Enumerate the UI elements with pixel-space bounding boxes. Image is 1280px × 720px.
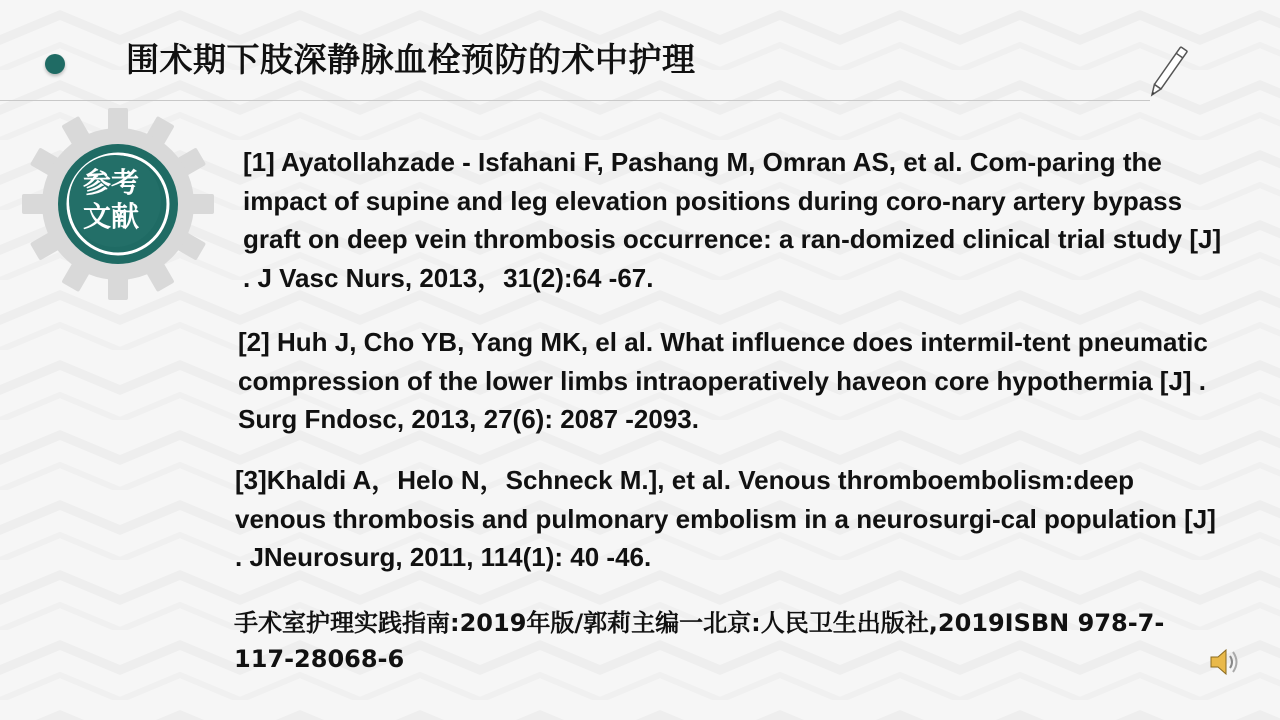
badge-line-2: 文献	[82, 200, 139, 233]
pen-icon	[1148, 42, 1188, 102]
page-title: 围术期下肢深静脉血栓预防的术中护理	[126, 40, 696, 79]
reference-2: [2] Huh J, Cho YB, Yang MK, el al. What influence does intermil-tent pneumatic compression of the lower limbs intraoperatively haveon core hypothermia [J] . Surg Fndosc, 2013, 27(6): 2087 -2093.	[238, 327, 1208, 434]
bullet-dot	[45, 54, 65, 74]
reference-1: [1] Ayatollahzade - Isfahani F, Pashang M, Omran AS, et al. Com-paring the impact of supine and leg elevation positions during coro-nary artery bypass graft on deep vein thrombosis occurrence: a ran-domized clinical trial study [J] . J Vasc Nurs, 2013，31(2):64 -67.	[243, 147, 1222, 293]
reference-3: [3]Khaldi A，Helo N，Schneck M.], et al. Venous thromboembolism:deep venous thrombosis and pulmonary embolism in a neurosurgi-cal population [J] . JNeurosurg, 2011, 114(1): 40 -46.	[235, 465, 1216, 572]
reference-4: 手术室护理实践指南:2019年版/郭莉主编一北京:人民卫生出版社,2019ISBN 978-7-117-28068-6	[234, 609, 1165, 673]
badge-line-1: 参考	[82, 166, 139, 199]
speaker-icon[interactable]	[1207, 645, 1241, 679]
header-divider	[0, 100, 1150, 101]
badge-label	[74, 166, 148, 234]
